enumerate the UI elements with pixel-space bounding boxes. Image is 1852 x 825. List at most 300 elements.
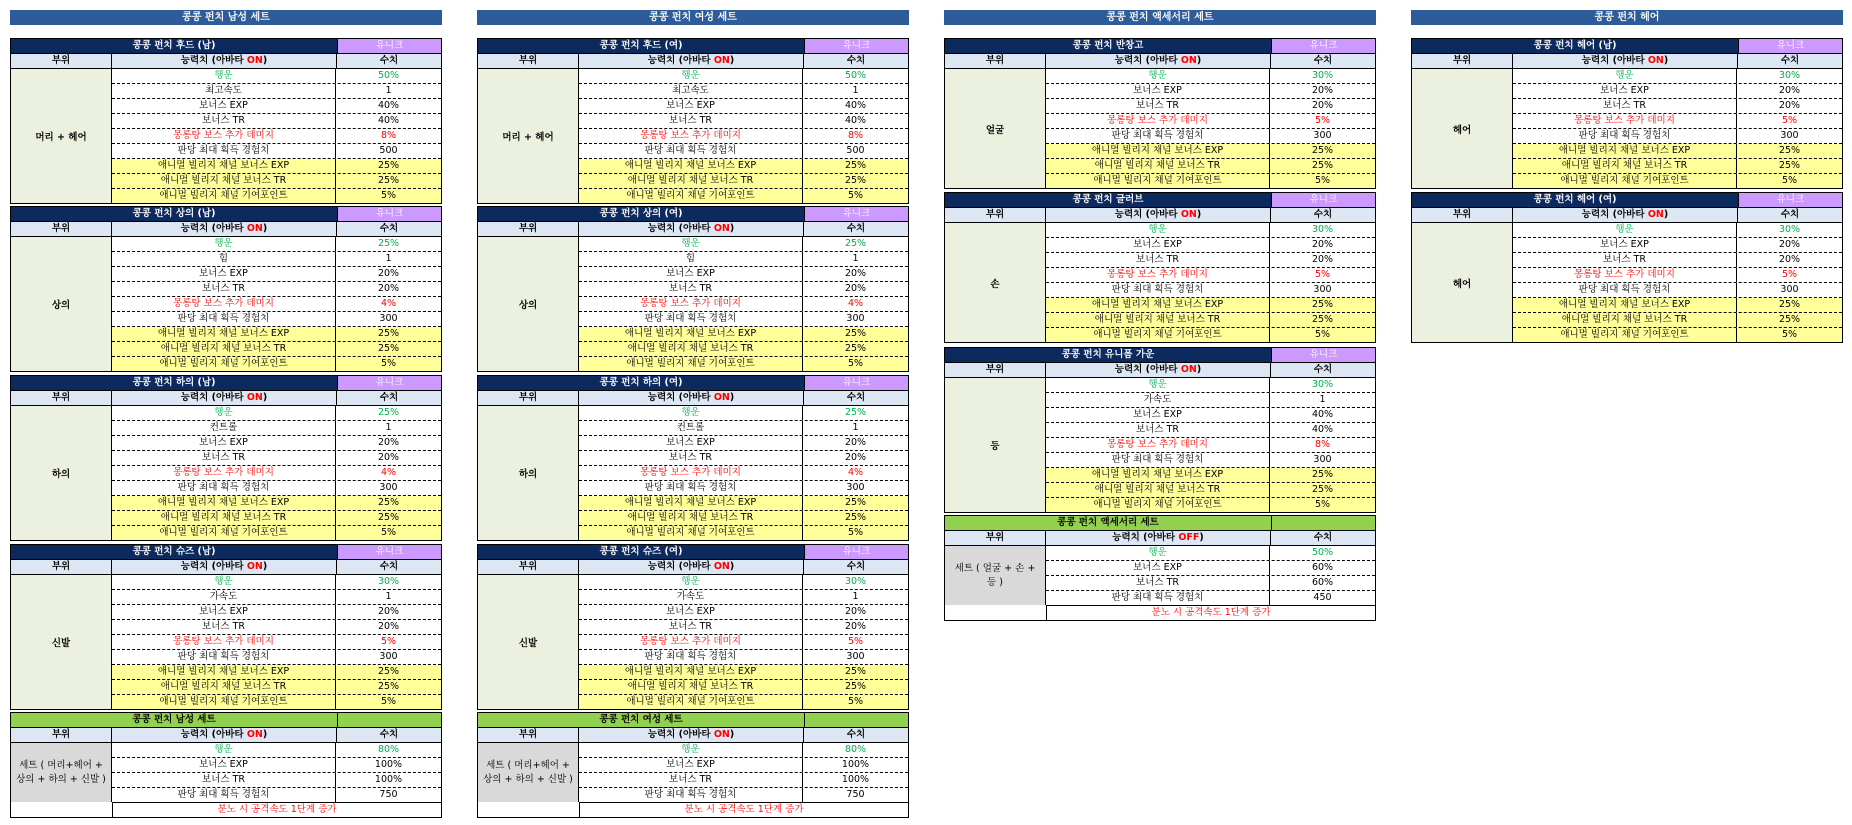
header-stat <box>579 222 804 236</box>
stat-value: 20% <box>377 268 400 279</box>
header-stat-suffix: ) <box>729 561 735 572</box>
table-header-row <box>478 559 908 574</box>
stat-value: 5% <box>1781 115 1798 126</box>
stat-value: 20% <box>377 452 400 463</box>
stat-value: 20% <box>844 452 867 463</box>
header-stat-suffix: ) <box>262 729 268 740</box>
stat-value: 25% <box>377 238 400 249</box>
stat-row <box>112 481 441 496</box>
stat-name: 애니멀 빌리지 채널 보너스 TR <box>579 511 803 525</box>
stat-row <box>1046 159 1375 174</box>
stat-row <box>579 665 908 680</box>
table-body <box>1412 222 1842 342</box>
stat-value: 20% <box>377 437 400 448</box>
set-effect-note: 분노 시 공격속도 1단계 증가 <box>1046 605 1375 620</box>
table-body <box>945 68 1375 188</box>
stat-value: 20% <box>844 283 867 294</box>
stat-name: 애니멀 빌리지 채널 보너스 EXP <box>579 327 803 341</box>
table-title: 콩콩 펀치 헤어 (여) <box>1412 193 1738 207</box>
stat-value: 8% <box>847 130 864 141</box>
header-value: 수치 <box>379 561 399 572</box>
header-stat <box>579 728 804 742</box>
stat-value: 5% <box>380 636 397 647</box>
stat-row <box>112 282 441 297</box>
stat-name: 행운 <box>112 743 336 757</box>
stat-value: 300 <box>1313 454 1332 465</box>
stat-name: 몽롱탕 보스 추가 데미지 <box>112 129 336 143</box>
column-accessory-set <box>944 10 1376 618</box>
header-stat-prefix: 능력치 (아바타 <box>180 223 247 234</box>
stat-value: 20% <box>844 268 867 279</box>
stat-name: 컨트롤 <box>579 421 803 435</box>
stat-value: 4% <box>847 298 864 309</box>
stat-row <box>1046 268 1375 283</box>
stat-value: 20% <box>1311 239 1334 250</box>
stat-value: 5% <box>380 358 397 369</box>
stat-name: 보너스 EXP <box>112 605 336 619</box>
avatar-flag: ON <box>246 55 263 66</box>
stat-row <box>1046 408 1375 423</box>
stat-row <box>579 451 908 466</box>
stat-row <box>112 114 441 129</box>
stat-list <box>579 743 908 802</box>
table-title: 콩콩 펀치 후드 (남) <box>11 39 337 53</box>
stat-value: 20% <box>377 606 400 617</box>
stat-value: 25% <box>1311 469 1334 480</box>
stat-value: 25% <box>377 407 400 418</box>
stat-name: 애니멀 빌리지 채널 기여포인트 <box>1046 174 1270 188</box>
stat-value: 20% <box>1778 85 1801 96</box>
stat-value: 25% <box>377 666 400 677</box>
header-value: 수치 <box>1313 532 1333 543</box>
stat-value: 25% <box>844 666 867 677</box>
stat-name: 행운 <box>579 743 803 757</box>
stat-row <box>1046 99 1375 114</box>
header-value: 수치 <box>846 729 866 740</box>
stat-row <box>1513 238 1842 253</box>
stat-value: 5% <box>1314 499 1331 510</box>
stat-value: 25% <box>1311 145 1334 156</box>
stat-value: 1 <box>852 591 859 602</box>
stat-name: 애니멀 빌리지 채널 기여포인트 <box>579 695 803 709</box>
stat-row <box>579 605 908 620</box>
stat-row <box>1513 144 1842 159</box>
header-value: 수치 <box>1313 364 1333 375</box>
stat-row <box>579 695 908 709</box>
rarity-badge: 유니크 <box>1738 39 1842 53</box>
header-stat-prefix: 능력치 (아바타 <box>647 223 714 234</box>
stat-row <box>1513 69 1842 84</box>
stat-row <box>579 174 908 189</box>
avatar-flag: ON <box>1180 209 1197 220</box>
table-header-row <box>478 727 908 742</box>
stat-name: 애니멀 빌리지 채널 보너스 EXP <box>112 665 336 679</box>
table-body <box>11 742 441 802</box>
stat-value: 8% <box>380 130 397 141</box>
table-title-row <box>478 376 908 390</box>
header-part: 부위 <box>11 560 112 574</box>
table-title-row <box>11 545 441 559</box>
stat-row <box>579 237 908 252</box>
stat-name: 행운 <box>1513 69 1737 83</box>
stat-value: 300 <box>846 651 865 662</box>
stat-value: 25% <box>1778 299 1801 310</box>
stat-value: 20% <box>844 606 867 617</box>
stat-row <box>579 144 908 159</box>
stat-row <box>579 267 908 282</box>
stat-name: 애니멀 빌리지 채널 보너스 EXP <box>579 496 803 510</box>
stat-name: 행운 <box>579 237 803 251</box>
stat-value: 20% <box>1778 239 1801 250</box>
table-body <box>478 236 908 371</box>
stat-row <box>579 327 908 342</box>
table-body <box>1412 68 1842 188</box>
header-stat <box>112 728 337 742</box>
header-part: 부위 <box>478 560 579 574</box>
stat-name: 행운 <box>1046 69 1270 83</box>
item-table <box>477 38 909 204</box>
table-title: 콩콩 펀치 상의 (남) <box>11 207 337 221</box>
avatar-flag: ON <box>246 561 263 572</box>
stat-value: 30% <box>1311 224 1334 235</box>
stat-name: 보너스 TR <box>1046 576 1270 590</box>
header-stat-prefix: 능력치 (아바타 <box>1114 55 1181 66</box>
part-cell: 세트 ( 머리+헤어 + 상의 + 하의 + 신발 ) <box>11 743 112 802</box>
stat-row <box>1046 114 1375 129</box>
stat-value: 1 <box>852 85 859 96</box>
stat-value: 50% <box>377 70 400 81</box>
header-stat-suffix: ) <box>729 55 735 66</box>
header-stat-suffix: ) <box>1663 55 1669 66</box>
part-cell: 세트 ( 얼굴 + 손 + 등 ) <box>945 546 1046 605</box>
stat-row <box>1046 576 1375 591</box>
rarity-badge: 유니크 <box>1271 348 1375 362</box>
stat-row <box>1046 129 1375 144</box>
stat-list <box>1046 223 1375 342</box>
stat-name: 몽롱탕 보스 추가 데미지 <box>1046 114 1270 128</box>
stat-value: 100% <box>841 774 870 785</box>
part-cell: 머리 + 헤어 <box>11 69 112 203</box>
stat-row <box>1513 298 1842 313</box>
stat-name: 애니멀 빌리지 채널 기여포인트 <box>1513 174 1737 188</box>
stat-name: 판당 최대 획득 경험치 <box>1513 129 1737 143</box>
stat-value: 4% <box>847 467 864 478</box>
stat-name: 애니멀 빌리지 채널 기여포인트 <box>1513 328 1737 342</box>
stat-value: 20% <box>1311 254 1334 265</box>
stat-value: 300 <box>379 482 398 493</box>
stat-row <box>1046 283 1375 298</box>
header-stat <box>1046 363 1271 377</box>
stat-list <box>579 406 908 540</box>
header-value: 수치 <box>1780 55 1800 66</box>
avatar-flag: ON <box>1647 209 1664 220</box>
stat-value: 5% <box>847 190 864 201</box>
table-body <box>11 405 441 540</box>
stat-value: 300 <box>1780 130 1799 141</box>
table-body <box>945 545 1375 605</box>
stat-name: 애니멀 빌리지 채널 보너스 TR <box>1513 159 1737 173</box>
stat-row <box>579 69 908 84</box>
stat-row <box>112 267 441 282</box>
avatar-flag: ON <box>246 729 263 740</box>
header-part: 부위 <box>11 54 112 68</box>
stat-row <box>112 511 441 526</box>
stat-row <box>1046 453 1375 468</box>
table-body <box>11 68 441 203</box>
stat-name: 행운 <box>579 575 803 589</box>
rarity-badge: 유니크 <box>337 545 441 559</box>
stat-value: 1 <box>385 422 392 433</box>
part-cell: 하의 <box>11 406 112 540</box>
stat-list <box>112 237 441 371</box>
stat-value: 25% <box>377 160 400 171</box>
stat-row <box>112 466 441 481</box>
stat-name: 보너스 TR <box>579 282 803 296</box>
stat-value: 5% <box>847 696 864 707</box>
header-part: 부위 <box>11 391 112 405</box>
stat-name: 판당 최대 획득 경험치 <box>1046 283 1270 297</box>
rarity-badge: 유니크 <box>1271 39 1375 53</box>
stat-value: 20% <box>1311 85 1334 96</box>
stat-name: 가속도 <box>112 590 336 604</box>
stat-value: 25% <box>1311 299 1334 310</box>
header-stat-suffix: ) <box>1196 364 1202 375</box>
stat-name: 최고속도 <box>579 84 803 98</box>
header-part: 부위 <box>478 728 579 742</box>
table-title: 콩콩 펀치 여성 세트 <box>478 713 804 727</box>
stat-list <box>112 575 441 709</box>
stat-name: 보너스 TR <box>112 773 336 787</box>
stat-value: 300 <box>379 651 398 662</box>
header-stat <box>579 54 804 68</box>
stat-value: 500 <box>846 145 865 156</box>
header-value: 수치 <box>1780 209 1800 220</box>
stat-name: 애니멀 빌리지 채널 보너스 TR <box>1046 313 1270 327</box>
stat-row <box>579 788 908 802</box>
stat-name: 보너스 EXP <box>1046 561 1270 575</box>
header-stat <box>1046 531 1271 545</box>
stat-value: 300 <box>846 313 865 324</box>
stat-name: 애니멀 빌리지 채널 기여포인트 <box>112 526 336 540</box>
table-title: 콩콩 펀치 유니폼 가운 <box>945 348 1271 362</box>
stat-row <box>579 357 908 371</box>
stat-value: 25% <box>1311 160 1334 171</box>
part-cell: 상의 <box>11 237 112 371</box>
table-title: 콩콩 펀치 슈즈 (남) <box>11 545 337 559</box>
stat-name: 보너스 EXP <box>579 436 803 450</box>
stat-name: 보너스 EXP <box>579 267 803 281</box>
stat-value: 25% <box>377 681 400 692</box>
stat-row <box>112 357 441 371</box>
header-stat-suffix: ) <box>729 223 735 234</box>
stat-name: 애니멀 빌리지 채널 보너스 EXP <box>112 327 336 341</box>
header-stat-prefix: 능력치 (아바타 <box>1114 364 1181 375</box>
stat-value: 25% <box>377 497 400 508</box>
avatar-flag: ON <box>246 223 263 234</box>
stat-row <box>579 99 908 114</box>
stat-row <box>579 620 908 635</box>
stat-value: 1 <box>385 85 392 96</box>
header-part: 부위 <box>1412 54 1513 68</box>
item-table <box>1411 192 1843 343</box>
avatar-flag: ON <box>713 729 730 740</box>
header-stat-prefix: 능력치 (아바타 <box>180 55 247 66</box>
stat-value: 25% <box>1778 314 1801 325</box>
avatar-flag: ON <box>1180 55 1197 66</box>
stat-value: 50% <box>844 70 867 81</box>
stat-row <box>112 252 441 267</box>
stat-name: 최고속도 <box>112 84 336 98</box>
stat-value: 20% <box>1778 254 1801 265</box>
header-stat <box>1046 208 1271 222</box>
stat-value: 25% <box>377 343 400 354</box>
stat-row <box>1046 546 1375 561</box>
stat-name: 판당 최대 획득 경험치 <box>1046 453 1270 467</box>
stat-value: 450 <box>1313 592 1332 603</box>
item-table <box>477 544 909 710</box>
rarity-badge <box>804 713 908 727</box>
rarity-badge: 유니크 <box>804 207 908 221</box>
stat-row <box>1513 253 1842 268</box>
part-cell: 신발 <box>478 575 579 709</box>
stat-value: 25% <box>844 497 867 508</box>
stat-row <box>112 342 441 357</box>
stat-value: 5% <box>1781 175 1798 186</box>
header-stat <box>579 391 804 405</box>
stat-name: 보너스 TR <box>112 282 336 296</box>
stat-row <box>1513 174 1842 188</box>
table-title: 콩콩 펀치 하의 (남) <box>11 376 337 390</box>
stat-name: 행운 <box>1046 546 1270 560</box>
table-body <box>11 236 441 371</box>
rarity-badge: 유니크 <box>337 376 441 390</box>
table-title-row <box>11 207 441 221</box>
stat-row <box>112 605 441 620</box>
set-effect-note: 분노 시 공격속도 1단계 증가 <box>579 802 908 817</box>
stat-row <box>579 511 908 526</box>
stat-name: 판당 최대 획득 경험치 <box>112 144 336 158</box>
header-stat-prefix: 능력치 (아바타 <box>180 729 247 740</box>
header-stat <box>1513 208 1738 222</box>
stat-list <box>112 406 441 540</box>
item-table <box>477 375 909 541</box>
rarity-badge: 유니크 <box>1738 193 1842 207</box>
header-stat-suffix: ) <box>1196 209 1202 220</box>
table-body <box>478 574 908 709</box>
stat-name: 행운 <box>112 575 336 589</box>
stat-row <box>1513 223 1842 238</box>
stat-row <box>1513 129 1842 144</box>
stat-list <box>579 237 908 371</box>
stat-row <box>1046 238 1375 253</box>
item-table <box>944 38 1376 189</box>
stat-name: 몽롱탕 보스 추가 데미지 <box>1513 268 1737 282</box>
stat-row <box>1046 253 1375 268</box>
table-title-row <box>11 376 441 390</box>
stat-value: 25% <box>1311 484 1334 495</box>
item-table <box>10 544 442 710</box>
stat-name: 보너스 TR <box>579 620 803 634</box>
header-stat-prefix: 능력치 (아바타 <box>1112 532 1179 543</box>
item-table <box>477 206 909 372</box>
table-title: 콩콩 펀치 남성 세트 <box>11 713 337 727</box>
column-header: 콩콩 펀치 여성 세트 <box>477 10 909 25</box>
stat-value: 25% <box>844 407 867 418</box>
stat-row <box>579 114 908 129</box>
stat-row <box>579 282 908 297</box>
stat-name: 가속도 <box>579 590 803 604</box>
stat-name: 판당 최대 획득 경험치 <box>112 788 336 802</box>
stat-value: 25% <box>844 681 867 692</box>
stat-row <box>579 84 908 99</box>
item-table <box>944 347 1376 513</box>
stat-name: 보너스 TR <box>1513 99 1737 113</box>
stat-name: 보너스 EXP <box>1046 84 1270 98</box>
header-part: 부위 <box>945 531 1046 545</box>
stat-row <box>579 496 908 511</box>
rarity-badge <box>337 713 441 727</box>
stat-name: 애니멀 빌리지 채널 기여포인트 <box>579 526 803 540</box>
stat-row <box>1046 591 1375 605</box>
stat-row <box>112 436 441 451</box>
stat-value: 25% <box>844 175 867 186</box>
stat-name: 애니멀 빌리지 채널 기여포인트 <box>112 189 336 203</box>
table-title-row <box>945 39 1375 53</box>
table-title: 콩콩 펀치 헤어 (남) <box>1412 39 1738 53</box>
stat-list <box>1513 223 1842 342</box>
stat-name: 행운 <box>112 69 336 83</box>
stat-value: 300 <box>846 482 865 493</box>
stat-row <box>112 129 441 144</box>
table-title-row <box>11 713 441 727</box>
stat-row <box>1046 438 1375 453</box>
stat-name: 애니멀 빌리지 채널 보너스 TR <box>1513 313 1737 327</box>
stat-value: 20% <box>377 621 400 632</box>
stat-name: 보너스 TR <box>1513 253 1737 267</box>
stat-name: 보너스 TR <box>579 114 803 128</box>
stat-name: 애니멀 빌리지 채널 기여포인트 <box>579 189 803 203</box>
stat-value: 40% <box>377 100 400 111</box>
stat-name: 가속도 <box>1046 393 1270 407</box>
header-part: 부위 <box>945 54 1046 68</box>
stat-row <box>112 526 441 540</box>
stat-row <box>1046 483 1375 498</box>
stat-value: 30% <box>1778 70 1801 81</box>
stat-value: 300 <box>1780 284 1799 295</box>
part-cell: 얼굴 <box>945 69 1046 188</box>
stat-value: 40% <box>844 115 867 126</box>
stat-name: 몽롱탕 보스 추가 데미지 <box>112 466 336 480</box>
stat-name: 애니멀 빌리지 채널 기여포인트 <box>579 357 803 371</box>
stat-row <box>579 436 908 451</box>
stat-row <box>1046 144 1375 159</box>
stat-value: 100% <box>374 759 403 770</box>
table-title-row <box>11 39 441 53</box>
stat-value: 30% <box>1778 224 1801 235</box>
stat-value: 5% <box>1781 329 1798 340</box>
header-stat-prefix: 능력치 (아바타 <box>647 561 714 572</box>
stat-row <box>1513 268 1842 283</box>
stat-value: 30% <box>844 576 867 587</box>
column-female-set <box>477 10 909 815</box>
header-stat-suffix: ) <box>262 561 268 572</box>
stat-row <box>112 680 441 695</box>
stat-row <box>112 635 441 650</box>
stat-value: 4% <box>380 298 397 309</box>
stat-value: 1 <box>852 253 859 264</box>
part-cell: 헤어 <box>1412 69 1513 188</box>
stat-name: 보너스 EXP <box>1046 408 1270 422</box>
